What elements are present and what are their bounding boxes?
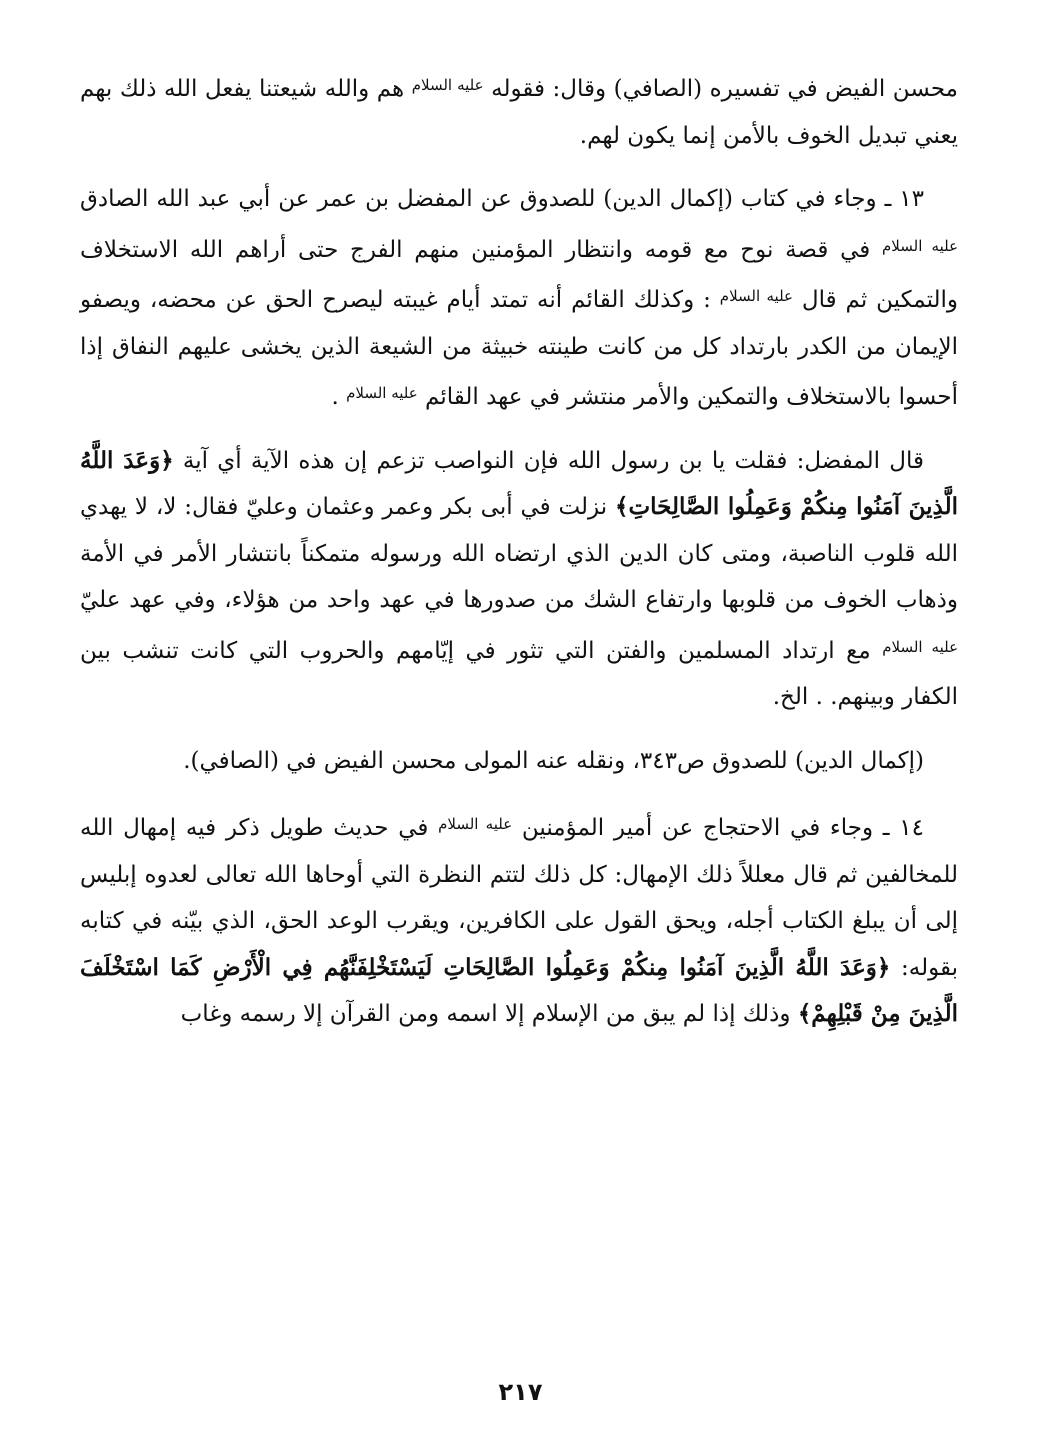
paragraph-13-text-b: في قصة نوح مع قومه وانتظار المؤمنين منهم الفرج حتى أراهم الله الاستخلاف والتمكين ثم قال <box>80 236 959 313</box>
quran-verse: ﴿وَعَدَ اللَّهُ الَّذِينَ آمَنُوا مِنكُمْ وَعَمِلُوا الصَّالِحَاتِ﴾ <box>80 446 958 520</box>
quran-verse: ﴿وَعَدَ اللَّهُ الَّذِينَ آمَنُوا مِنكُمْ وَعَمِلُوا الصَّالِحَاتِ لَيَسْتَخْلِفَنَّهُم فِي الْأَرْضِ كَمَا اسْتَخْلَفَ الَّذِينَ مِنْ قَبْلِهِمْ﴾ <box>80 953 958 1027</box>
paragraph-14-text-a: ١٤ ـ وجاء في الاحتجاج عن أمير المؤمنين <box>521 815 924 841</box>
paragraph-mufaddal <box>80 438 958 721</box>
paragraph-14-text-b: في حديث طويل ذكر فيه إمهال الله للمخالفين ثم قال معللاً ذلك الإمهال: كل ذلك لتتم النظرة التي أوحاها الله تعالى لعدوه إبليس إلى أن يبلغ الكتاب أجله، ويحق القول على الكافرين، ويقرب الوعد الحق، الذي بيّنه في كتابه بقوله: <box>80 815 958 981</box>
paragraph-1-text-b: هم والله شيعتنا يفعل الله ذلك بهم يعني تبديل الخوف بالأمن إنما يكون لهم. <box>80 76 958 149</box>
paragraph-13-text-a: ١٣ ـ وجاء في كتاب (إكمال الدين) للصدوق عن المفضل بن عمر عن أبي عبد الله الصادق <box>80 186 924 212</box>
blessing-glyph: عليه السلام <box>438 815 513 833</box>
blessing-glyph: عليه السلام <box>882 236 959 255</box>
paragraph-mufaddal-text-c: مع ارتداد المسلمين والفتن التي تثور في إيّامهم والحروب التي كانت تنشب بين الكفار وبينهم. . الخ. <box>80 637 958 710</box>
paragraph-1-text-a: محسن الفيض في تفسيره (الصافي) وقال: فقوله <box>491 76 959 102</box>
paragraph-14 <box>80 801 958 1038</box>
page-number: ٢١٧ <box>498 1378 543 1406</box>
blessing-glyph: عليه السلام <box>719 287 793 305</box>
blessing-glyph: عليه السلام <box>346 384 418 402</box>
paragraph-13-text-d: . <box>331 384 339 410</box>
paragraph-1 <box>80 62 958 159</box>
citation-text: (إكمال الدين) للصدوق ص٣٤٣، ونقله عنه المولى محسن الفيض في (الصافي). <box>183 747 924 774</box>
page-body <box>80 62 958 1038</box>
blessing-glyph: عليه السلام <box>411 76 484 94</box>
paragraph-13 <box>80 176 958 421</box>
paragraph-mufaddal-text-a: قال المفضل: فقلت يا بن رسول الله فإن النواصب تزعم إن هذه الآية أي آية <box>182 447 925 474</box>
paragraph-14-text-c: وذلك إذا لم يبق من الإسلام إلا اسمه ومن القرآن إلا رسمه وغاب <box>180 1001 791 1027</box>
blessing-glyph: عليه السلام <box>882 637 959 656</box>
paragraph-mufaddal-text-b: نزلت في أبى بكر وعمر وعثمان وعليّ فقال: لا، لا يهدي الله قلوب الناصبة، ومتى كان الدين الذي ارتضاه الله ورسوله متمكناً بانتشار الأمر في الأمة وذهاب الخوف من قلوبها وارتفاع الشك من صدورها في عهد واحد من هؤلاء، وفي عهد عليّ <box>80 494 958 613</box>
paragraph-citation <box>80 738 958 785</box>
paragraph-13-text-c: : وكذلك القائم أنه تمتد أيام غيبته ليصرح الحق عن محضه، ويصفو الإيمان من الكدر بارتداد كل من كانت طينته خبيثة من الشيعة الذين يخشى عليهم النفاق إذا أحسوا بالاستخلاف والتمكين والأمر منتشر في عهد القائم <box>80 287 958 410</box>
